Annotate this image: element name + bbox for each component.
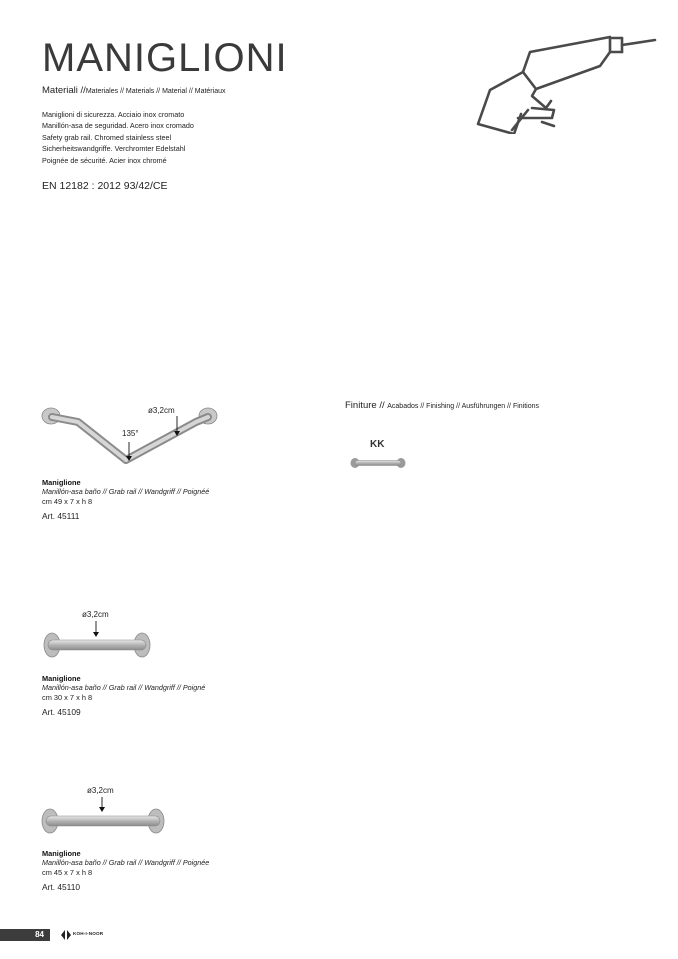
product-name: Maniglione	[42, 674, 81, 683]
product-dimensions: cm 30 x 7 x h 8	[42, 693, 93, 702]
materials-translations: Materiales // Materials // Material // Matériaux	[85, 88, 226, 95]
diameter-label: ø3,2cm	[87, 786, 114, 795]
product-subtitle: Manillón-asa baño // Grab rail // Wandgriff // Poigné	[42, 683, 206, 692]
product-subtitle: Manillón-asa baño // Grab rail // Wandgriff // Poignéé	[42, 487, 210, 496]
product-subtitle: Manillón-asa baño // Grab rail // Wandgriff // Poignée	[42, 858, 210, 867]
finish-code: KK	[370, 439, 385, 450]
brand-logo-icon	[60, 929, 72, 941]
straight-grab-rail-30-image	[42, 620, 154, 662]
description-line: Safety grab rail. Chromed stainless steel	[42, 132, 172, 142]
drill-icon	[474, 34, 658, 134]
finishes-label: Finiture //	[345, 400, 385, 411]
description-line: Manillón-asa de seguridad. Acero inox cromado	[42, 121, 194, 131]
product-info	[42, 849, 209, 892]
product-article: Art. 45111	[42, 511, 80, 521]
product-info	[42, 674, 205, 717]
finishes-translations: Acabados // Finishing // Ausführungen // Finitions	[387, 403, 540, 410]
page-title: MANIGLIONI	[42, 36, 288, 80]
description-line: Sicherheitswandgriffe. Verchromter Edelstahl	[42, 144, 186, 154]
finish-swatch-image	[349, 457, 407, 469]
product-article: Art. 45109	[42, 707, 81, 717]
description-line: Maniglioni di sicurezza. Acciaio inox cromato	[42, 110, 185, 119]
page-number-text: 84	[35, 930, 44, 939]
materials-heading	[42, 85, 225, 96]
norm-reference: EN 12182 : 2012 93/42/CE	[42, 180, 168, 192]
finishes-heading	[345, 400, 539, 411]
product-name: Maniglione	[42, 478, 81, 487]
diameter-label: ø3,2cm	[82, 610, 109, 619]
diameter-label: ø3,2cm	[148, 406, 175, 415]
product-name: Maniglione	[42, 849, 81, 858]
angle-label: 135°	[122, 429, 139, 438]
product-dimensions: cm 49 x 7 x h 8	[42, 497, 93, 506]
description-line: Poignée de sécurité. Acier inox chromé	[42, 155, 167, 165]
product-dimensions: cm 45 x 7 x h 8	[42, 868, 93, 877]
straight-grab-rail-45-image	[40, 796, 166, 838]
product-info	[42, 478, 209, 521]
page-number	[0, 929, 50, 941]
materials-label: Materiali //	[42, 85, 86, 96]
description-block	[42, 109, 194, 166]
product-article: Art. 45110	[42, 882, 81, 892]
brand-name: KOH-I-NOOR	[73, 931, 104, 936]
